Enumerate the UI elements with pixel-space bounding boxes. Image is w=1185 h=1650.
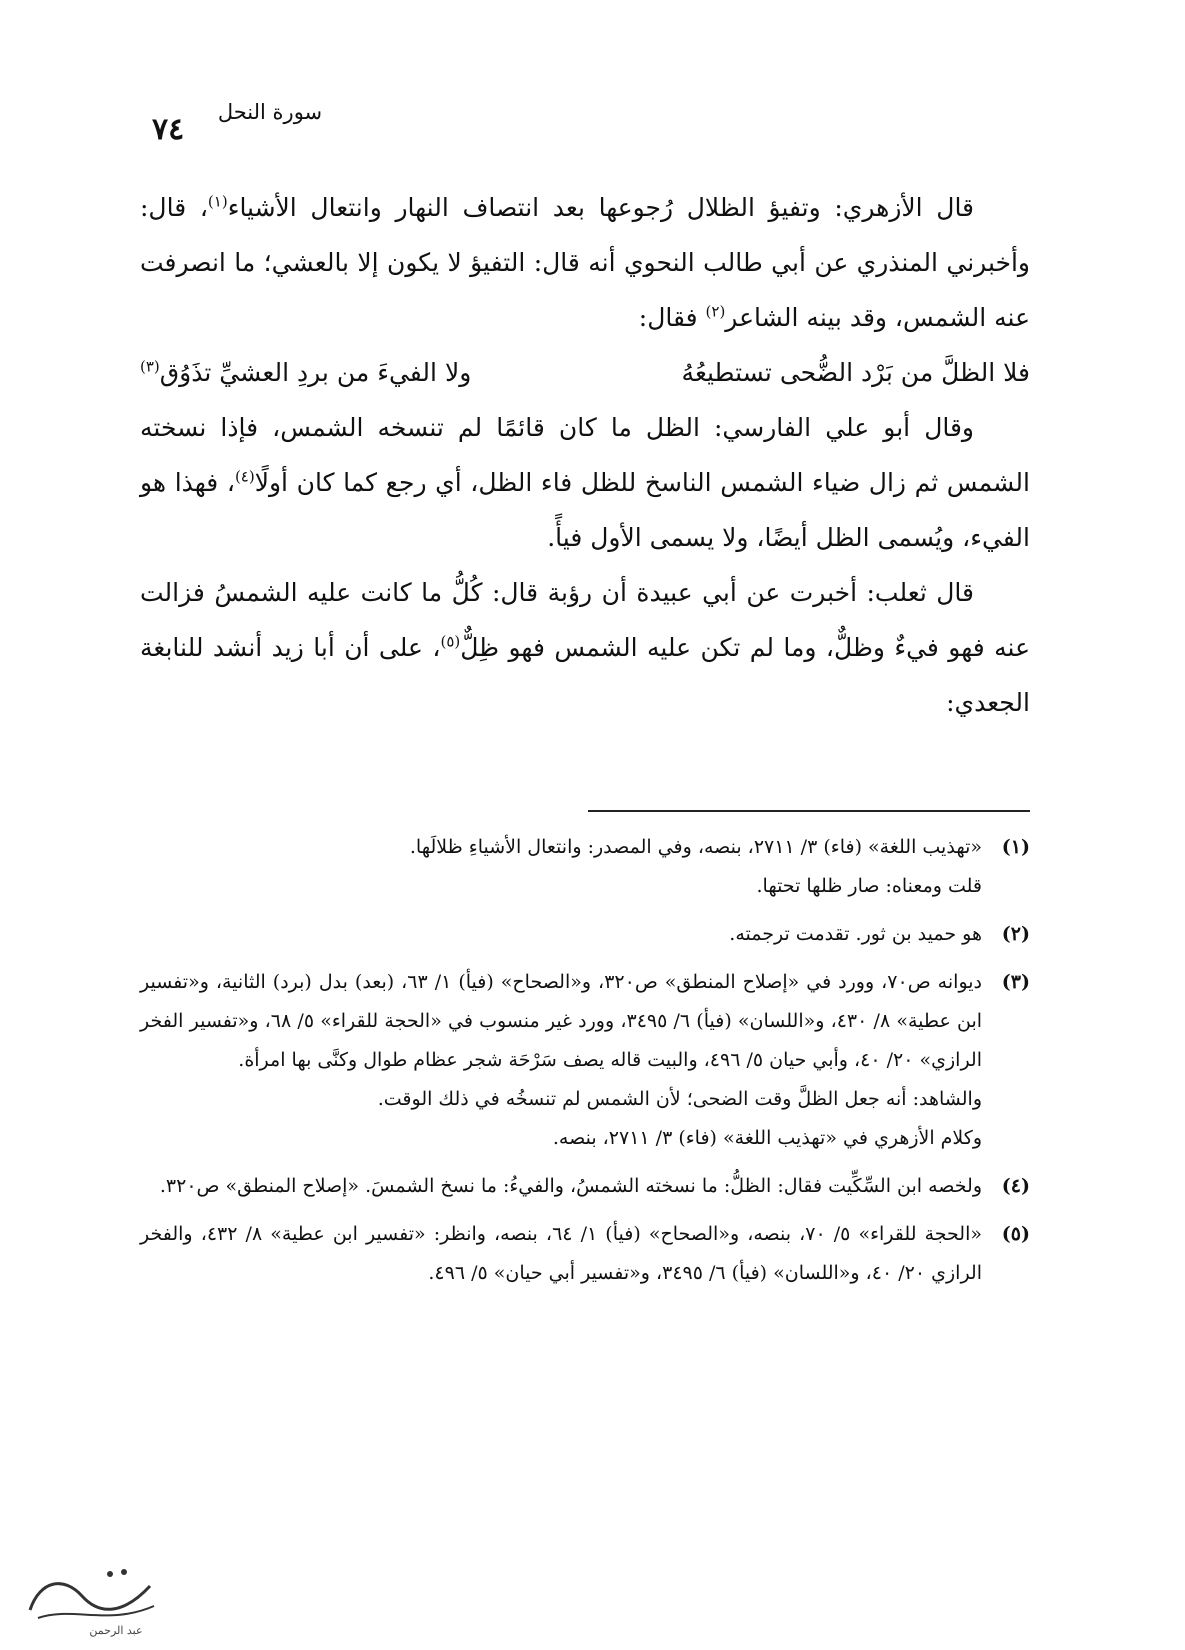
text-run: فقال:: [638, 303, 706, 332]
footnote-line: وكلام الأزهري في «تهذيب اللغة» (فاء) ٣/ ٢٧١١، بنصه.: [552, 1127, 982, 1149]
logo-subtitle: عبد الرحمن: [89, 1624, 143, 1637]
paragraph-farisi: [140, 400, 1030, 565]
footnote-number: (١): [1001, 836, 1030, 858]
logo-swash: [30, 1584, 150, 1610]
footnote-body: [140, 963, 982, 1158]
footnote-line: والشاهد: أنه جعل الظلَّ وقت الضحى؛ لأن الشمس لم تنسخُه في ذلك الوقت.: [377, 1088, 982, 1110]
footnote-1: [140, 828, 1030, 906]
text-run: وقال أبو علي الفارسي: الظل ما كان قائمًا لم تنسخه الشمس، فإذا نسخته الشمس ثم زال ضياء الشمس الناسخ للظل فاء الظل، أي رجع كما كان أولًا: [140, 413, 1030, 497]
footnote-ref-2: (٢): [705, 302, 726, 321]
footnote-3: [140, 963, 1030, 1158]
footnotes: [140, 828, 1030, 1302]
text-run: ، قال: وأخبرني المنذري عن أبي طالب النحوي أنه قال: التفيؤ لا يكون إلا بالعشي؛ ما انصرفت عنه الشمس، وقد بينه الشاعر: [140, 193, 1030, 332]
footnote-line: هو حميد بن ثور. تقدمت ترجمته.: [729, 923, 982, 945]
verse-second-hemistich: [140, 345, 471, 400]
logo-dot: [107, 1571, 113, 1577]
footnote-line: ولخصه ابن السِّكِّيت فقال: الظلُّ: ما نسخته الشمسُ، والفيءُ: ما نسخ الشمسَ. «إصلاح المنطق» ص٣٢٠.: [159, 1175, 982, 1197]
page-number: ٧٤: [152, 112, 185, 147]
footnote-ref-4: (٤): [234, 467, 255, 486]
footnote-number: (٥): [1001, 1223, 1030, 1245]
text-run: ، فهذا هو الفيء، ويُسمى الظل أيضًا، ولا يسمى الأول فيأً.: [140, 468, 1030, 552]
footnote-number: (٢): [1001, 923, 1030, 945]
logo-dot: [121, 1569, 127, 1575]
text-run: قال ثعلب: أخبرت عن أبي عبيدة أن رؤبة قال: كُلُّ ما كانت عليه الشمسُ فزالت عنه فهو فيءٌ وظلٌّ، وما لم تكن عليه الشمس فهو ظِلٌّ: [140, 578, 1030, 662]
footnote-body: [140, 915, 982, 954]
paragraph-thalab: [140, 565, 1030, 730]
text-run: ، على أن أبا زيد أنشد للنابغة الجعدي:: [140, 633, 1030, 717]
footnote-line: «الحجة للقراء» ٥/ ٧٠، بنصه، و«الصحاح» (فيأ) ١/ ٦٤، بنصه، وانظر: «تفسير ابن عطية» ٨/ ٤٣٢، والفخر الرازي ٢٠/ ٤٠، و«اللسان» (فيأ) ٦/ ٣٤٩٥، و«تفسير أبي حيان» ٥/ ٤٩٦.: [140, 1223, 982, 1284]
running-title: سورة النحل: [217, 100, 323, 124]
footnote-ref-5: (٥): [440, 632, 461, 651]
footnote-body: [140, 1167, 982, 1206]
paragraph-azhari: [140, 180, 1030, 345]
footnote-4: [140, 1167, 1030, 1206]
verse-first-hemistich: فلا الظلَّ من بَرْد الضُّحى تستطيعُهُ: [681, 358, 1030, 387]
footnote-ref-3: (٣): [140, 357, 160, 376]
footnote-2: [140, 915, 1030, 954]
footnote-body: [140, 828, 982, 906]
footnote-5: [140, 1215, 1030, 1293]
footnote-ref-1: (١): [207, 192, 228, 211]
footnote-line: ديوانه ص٧٠، وورد في «إصلاح المنطق» ص٣٢٠، و«الصحاح» (فيأ) ١/ ٦٣، (بعد) بدل (برد) الثانية، و«تفسير ابن عطية» ٨/ ٤٣٠، و«اللسان» (فيأ) ٦/ ٣٤٩٥، وورد غير منسوب في «الحجة للقراء» ٥/ ٦٨، و«تفسير الفخر الرازي» ٢٠/ ٤٠، وأبي حيان ٥/ ٤٩٦، والبيت قاله يصف سَرْحَة شجر عظام طوال وكنَّى بها امرأة.: [140, 971, 983, 1071]
footnote-number: (٣): [1001, 971, 1030, 993]
publisher-logo: [12, 1562, 172, 1642]
poetry-verse: [140, 345, 1030, 400]
footnote-line: «تهذيب اللغة» (فاء) ٣/ ٢٧١١، بنصه، وفي المصدر: وانتعال الأشياءِ ظلالَها.: [409, 836, 982, 858]
footnote-divider: [588, 810, 1030, 812]
text-run: ولا الفيءَ من بردِ العشيِّ تذَوُق: [159, 358, 472, 387]
text-run: قال الأزهري: وتفيؤ الظلال رُجوعها بعد انتصاف النهار وانتعال الأشياء: [227, 193, 975, 222]
footnote-number: (٤): [1001, 1175, 1030, 1197]
main-text: [140, 180, 1030, 730]
footnote-body: [140, 1215, 982, 1293]
footnote-line: قلت ومعناه: صار ظلها تحتها.: [756, 875, 982, 897]
